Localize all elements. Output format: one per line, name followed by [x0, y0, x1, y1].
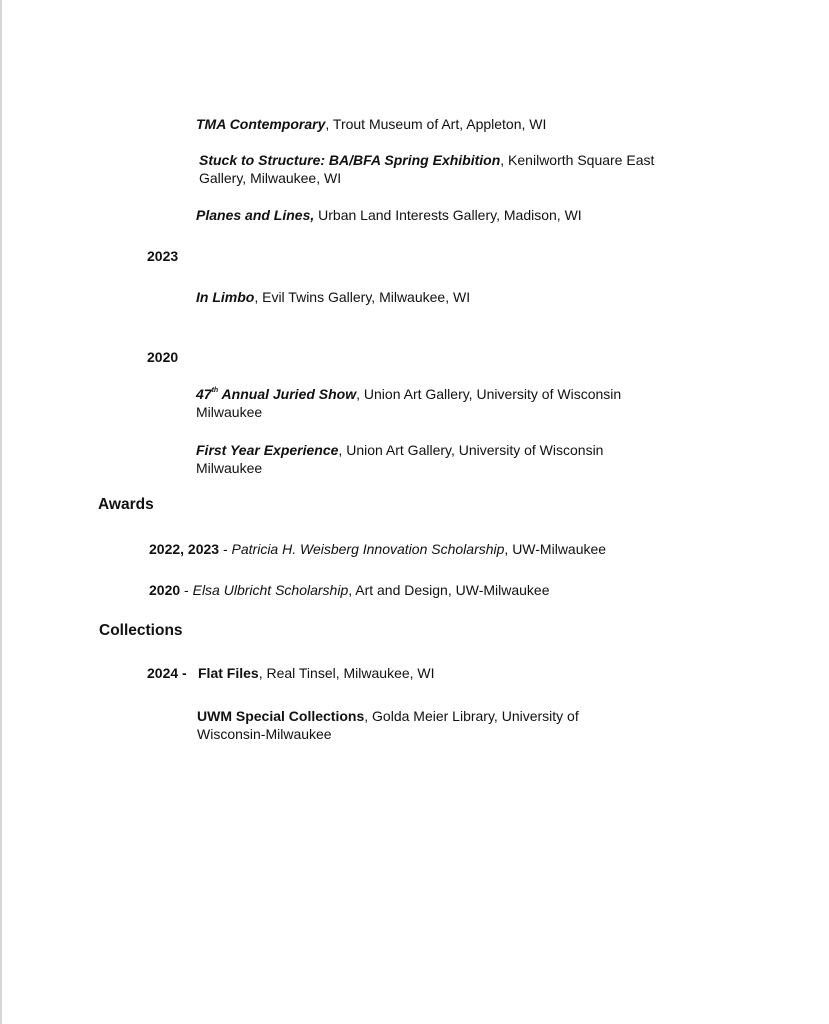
exhibition-entry [196, 441, 656, 477]
exhibition-separator: , [500, 152, 505, 168]
collection-name: Flat Files [198, 665, 259, 681]
collections-heading: Collections [99, 622, 183, 639]
collection-entry [198, 664, 435, 682]
award-institution: , Art and Design, UW-Milwaukee [348, 582, 550, 598]
award-dash: - [219, 541, 232, 557]
collection-location: , Real Tinsel, Milwaukee, WI [258, 665, 435, 681]
exhibition-separator: , [356, 386, 361, 402]
exhibition-entry [199, 151, 699, 187]
award-institution: , UW-Milwaukee [504, 541, 607, 557]
award-entry [149, 581, 550, 599]
exhibition-entry [196, 115, 716, 133]
awards-heading: Awards [98, 496, 154, 513]
exhibition-title-ordinal: th [211, 387, 219, 395]
year-heading-2023: 2023 [147, 248, 179, 264]
exhibition-separator: , [338, 442, 343, 458]
award-name: Patricia H. Weisberg Innovation Scholarship [231, 541, 505, 557]
exhibition-separator: , [325, 116, 330, 132]
award-name: Elsa Ulbricht Scholarship [192, 582, 349, 598]
exhibition-venue: Urban Land Interests Gallery, Madison, WI [314, 207, 582, 223]
exhibition-title: Stuck to Structure: BA/BFA Spring Exhibition [199, 152, 501, 168]
collection-location: , Golda Meier Library, University of Wisconsin-Milwaukee [197, 708, 579, 742]
award-years: 2022, 2023 [149, 541, 220, 557]
exhibition-title: In Limbo [196, 289, 255, 305]
collection-entry [197, 707, 627, 743]
year-heading-2020: 2020 [147, 349, 179, 365]
exhibition-venue: Evil Twins Gallery, Milwaukee, WI [258, 289, 471, 305]
exhibition-title-number: 47 [196, 386, 212, 402]
collection-name: UWM Special Collections [197, 708, 365, 724]
exhibition-venue: Union Art Gallery, University of Wisconsin Milwaukee [196, 386, 622, 420]
exhibition-entry [196, 385, 666, 421]
exhibition-title-rest: Annual Juried Show [218, 386, 357, 402]
exhibition-title: First Year Experience [196, 442, 339, 458]
exhibition-separator: , [254, 289, 259, 305]
award-entry [149, 540, 606, 558]
exhibition-venue: Trout Museum of Art, Appleton, WI [329, 116, 547, 132]
award-years: 2020 [149, 582, 181, 598]
collections-year: 2024 - [147, 665, 187, 681]
award-dash: - [180, 582, 193, 598]
exhibition-entry [196, 206, 716, 224]
exhibition-title: TMA Contemporary [196, 116, 326, 132]
exhibition-title [196, 386, 356, 402]
exhibition-entry [196, 288, 716, 306]
exhibition-venue: Kenilworth Square East Gallery, Milwaukee, WI [199, 152, 655, 186]
exhibition-title: Planes and Lines, [196, 207, 315, 223]
exhibition-venue: Union Art Gallery, University of Wisconsin Milwaukee [196, 442, 604, 476]
